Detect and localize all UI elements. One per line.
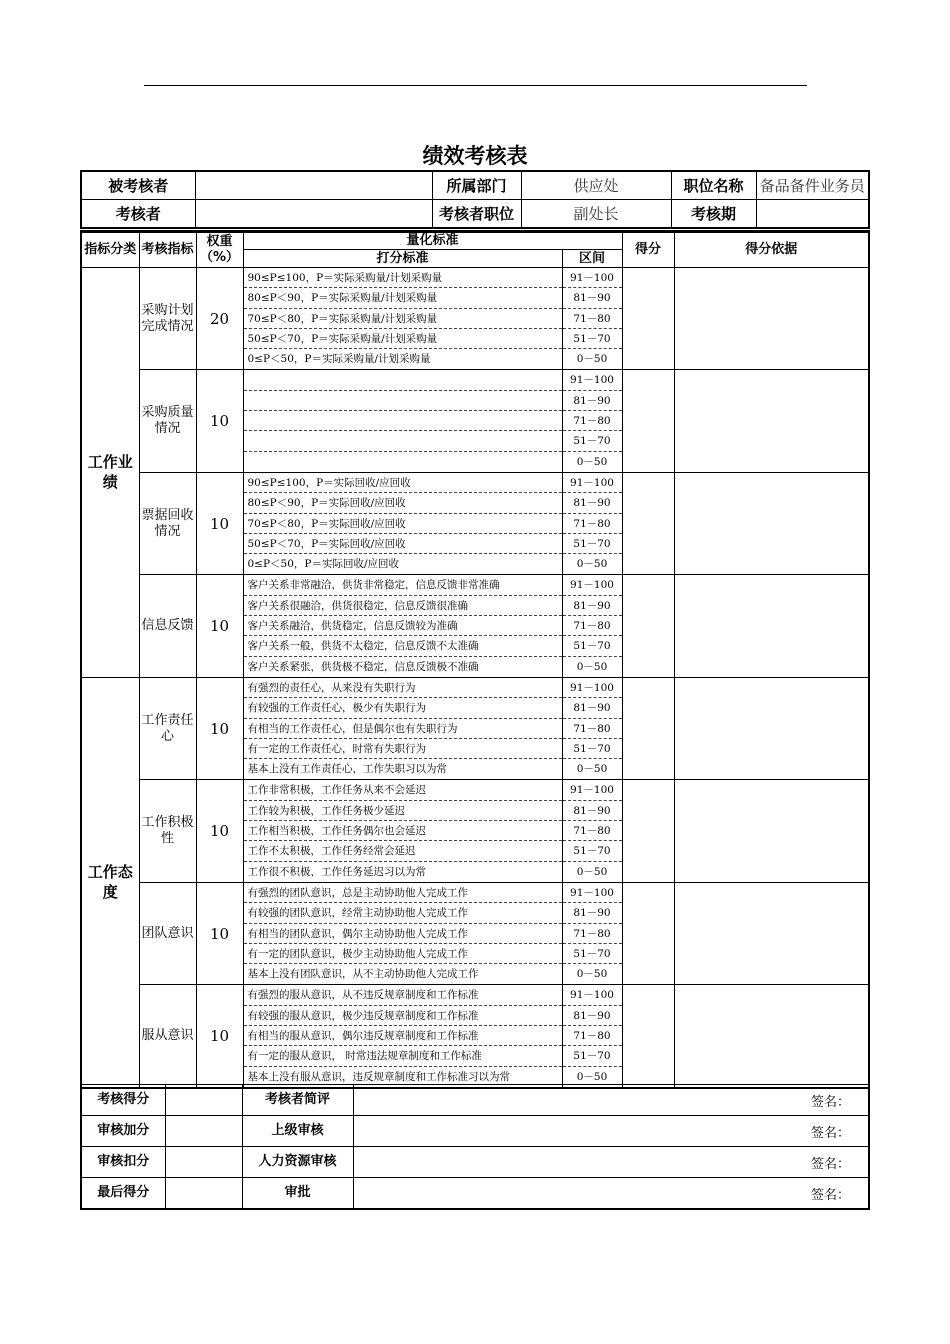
range-item: 71－80	[563, 616, 622, 636]
range-item: 51－70	[563, 841, 622, 861]
criteria-item: 客户关系融洽，供货稳定，信息反馈较为准确	[244, 616, 562, 636]
range-item: 51－70	[563, 534, 622, 554]
dept-value[interactable]: 供应处	[521, 171, 671, 200]
range-item: 91－100	[563, 370, 622, 390]
criteria-item: 有较强的团队意识，经常主动协助他人完成工作	[244, 903, 562, 923]
range-list	[562, 882, 622, 984]
criteria-item: 客户关系很融洽，供货很稳定，信息反馈很准确	[244, 596, 562, 616]
criteria-item: 70≤P＜80，P＝实际回收/应回收	[244, 514, 562, 534]
range-item: 91－100	[563, 985, 622, 1005]
dept-label: 所属部门	[432, 171, 521, 200]
footer-label: 审核加分	[81, 1116, 165, 1147]
basis-cell[interactable]	[674, 985, 869, 1088]
footer-label2: 人力资源审核	[242, 1147, 353, 1178]
score-cell[interactable]	[622, 575, 674, 677]
category-cell: 工作态度	[81, 677, 139, 1087]
criteria-item: 有较强的服从意识，极少违反规章制度和工作标准	[244, 1006, 562, 1026]
criteria-item: 有较强的工作责任心，极少有失职行为	[244, 698, 562, 718]
indicator-name: 采购计划完成情况	[139, 268, 196, 370]
range-item: 81－90	[563, 596, 622, 616]
range-item: 81－90	[563, 1006, 622, 1026]
range-item: 0－50	[576, 455, 608, 468]
criteria-item: 基本上没有团队意识，从不主动协助他人完成工作	[247, 968, 479, 981]
assessment-table	[80, 230, 870, 1089]
basis-cell[interactable]	[674, 780, 869, 882]
indicator-name: 采购质量情况	[139, 370, 196, 472]
range-item: 0－50	[576, 763, 608, 776]
score-cell[interactable]	[622, 268, 674, 370]
range-item: 81－90	[563, 493, 622, 513]
criteria-item: 有相当的团队意识，偶尔主动协助他人完成工作	[244, 924, 562, 944]
examinee-label: 被考核者	[81, 171, 195, 200]
indicator-name: 票据回收情况	[139, 472, 196, 574]
indicator-weight: 20	[196, 268, 243, 370]
criteria-item: 有强烈的服从意识，从不违反规章制度和工作标准	[244, 985, 562, 1005]
criteria-item: 0≤P＜50，P＝实际回收/应回收	[247, 558, 400, 571]
range-item: 71－80	[563, 1026, 622, 1046]
range-list	[562, 985, 622, 1088]
range-item: 51－70	[563, 636, 622, 656]
examiner-pos-label: 考核者职位	[432, 200, 521, 229]
range-item: 71－80	[563, 924, 622, 944]
position-value[interactable]: 备品备件业务员	[756, 171, 869, 200]
col-score: 得分	[622, 232, 674, 268]
range-item: 71－80	[563, 514, 622, 534]
footer-value[interactable]	[165, 1085, 242, 1116]
range-list	[562, 472, 622, 574]
criteria-item	[244, 391, 562, 411]
signature-cell[interactable]: 签名：	[353, 1147, 869, 1178]
range-item: 81－90	[563, 288, 622, 308]
range-item: 0－50	[576, 1070, 608, 1083]
criteria-item: 70≤P＜80，P＝实际采购量/计划采购量	[244, 309, 562, 329]
indicator-weight: 10	[196, 882, 243, 984]
examiner-label: 考核者	[81, 200, 195, 229]
criteria-list	[243, 370, 562, 472]
criteria-item: 50≤P＜70，P＝实际采购量/计划采购量	[244, 329, 562, 349]
criteria-item: 0≤P＜50，P＝实际采购量/计划采购量	[247, 353, 431, 366]
range-item: 51－70	[563, 1046, 622, 1066]
range-item: 81－90	[563, 391, 622, 411]
indicator-weight: 10	[196, 575, 243, 677]
range-item: 91－100	[563, 268, 622, 288]
basis-cell[interactable]	[674, 268, 869, 370]
signature-cell[interactable]: 签名：	[353, 1178, 869, 1210]
criteria-item: 有强烈的责任心，从来没有失职行为	[244, 678, 562, 698]
criteria-item: 50≤P＜70，P＝实际回收/应回收	[244, 534, 562, 554]
criteria-item	[244, 411, 562, 431]
period-label: 考核期	[671, 200, 756, 229]
basis-cell[interactable]	[674, 677, 869, 779]
range-list	[562, 677, 622, 779]
range-item: 81－90	[563, 698, 622, 718]
criteria-item: 基本上没有服从意识，违反规章制度和工作标准习以为常	[247, 1070, 510, 1083]
footer-label: 最后得分	[81, 1178, 165, 1210]
range-item: 91－100	[563, 780, 622, 800]
criteria-item: 80≤P＜90，P＝实际回收/应回收	[244, 493, 562, 513]
indicator-weight: 10	[196, 677, 243, 779]
range-item: 81－90	[563, 903, 622, 923]
footer-value[interactable]	[165, 1116, 242, 1147]
range-item: 91－100	[563, 883, 622, 903]
range-item: 0－50	[576, 558, 608, 571]
criteria-item: 工作较为积极，工作任务极少延迟	[244, 801, 562, 821]
range-list	[562, 268, 622, 370]
range-item: 0－50	[576, 660, 608, 673]
criteria-list	[243, 677, 562, 779]
indicator-name: 服从意识	[139, 985, 196, 1088]
header-rule	[144, 85, 807, 86]
range-item: 0－50	[576, 968, 608, 981]
footer-label2: 审批	[242, 1178, 353, 1210]
range-item: 91－100	[563, 678, 622, 698]
range-item: 51－70	[563, 739, 622, 759]
criteria-item: 有相当的服从意识，偶尔违反规章制度和工作标准	[244, 1026, 562, 1046]
basis-cell[interactable]	[674, 575, 869, 677]
criteria-item: 工作很不积极，工作任务延迟习以为常	[247, 865, 426, 878]
criteria-list	[243, 268, 562, 370]
criteria-list	[243, 985, 562, 1088]
range-item: 0－50	[576, 353, 608, 366]
criteria-item	[244, 431, 562, 451]
range-item: 71－80	[563, 719, 622, 739]
range-list	[562, 370, 622, 472]
col-quant: 量化标准	[243, 232, 622, 250]
range-item: 51－70	[563, 431, 622, 451]
basis-cell[interactable]	[674, 370, 869, 472]
range-list	[562, 575, 622, 677]
range-item: 71－80	[563, 411, 622, 431]
criteria-item: 工作不太积极，工作任务经常会延迟	[244, 841, 562, 861]
range-item: 91－100	[563, 473, 622, 493]
score-cell[interactable]	[622, 882, 674, 984]
info-table	[80, 170, 870, 229]
criteria-item	[244, 370, 562, 390]
category-cell: 工作业绩	[81, 268, 139, 678]
criteria-item: 客户关系一般，供货不太稳定，信息反馈不太准确	[244, 636, 562, 656]
indicator-weight: 10	[196, 985, 243, 1088]
col-indicator: 考核指标	[139, 232, 196, 268]
footer-value[interactable]	[165, 1178, 242, 1210]
criteria-list	[243, 780, 562, 882]
range-item: 71－80	[563, 309, 622, 329]
examinee-value[interactable]	[195, 171, 432, 200]
range-item: 81－90	[563, 801, 622, 821]
criteria-item: 基本上没有工作责任心，工作失职习以为常	[247, 763, 447, 776]
footer-label2: 考核者简评	[242, 1085, 353, 1116]
period-value[interactable]	[756, 200, 869, 229]
criteria-item: 有强烈的团队意识，总是主动协助他人完成工作	[244, 883, 562, 903]
col-range: 区间	[562, 250, 622, 268]
score-cell[interactable]	[622, 780, 674, 882]
position-label: 职位名称	[671, 171, 756, 200]
range-list	[562, 780, 622, 882]
range-item: 51－70	[563, 329, 622, 349]
criteria-list	[243, 472, 562, 574]
indicator-name: 工作责任心	[139, 677, 196, 779]
criteria-item: 工作非常积极，工作任务从来不会延迟	[244, 780, 562, 800]
page-title: 绩效考核表	[422, 143, 528, 168]
basis-cell[interactable]	[674, 882, 869, 984]
indicator-name: 团队意识	[139, 882, 196, 984]
signature-cell[interactable]: 签名：	[353, 1085, 869, 1116]
score-cell[interactable]	[622, 677, 674, 779]
col-weight: 权重（%）	[196, 232, 243, 268]
criteria-item: 有一定的工作责任心，时常有失职行为	[244, 739, 562, 759]
range-item: 91－100	[563, 575, 622, 595]
col-category: 指标分类	[81, 232, 139, 268]
range-item: 71－80	[563, 821, 622, 841]
criteria-list	[243, 882, 562, 984]
footer-label: 考核得分	[81, 1085, 165, 1116]
score-cell[interactable]	[622, 472, 674, 574]
examiner-pos-value[interactable]: 副处长	[521, 200, 671, 229]
footer-label: 审核扣分	[81, 1147, 165, 1178]
criteria-item: 90≤P≤100，P＝实际采购量/计划采购量	[244, 268, 562, 288]
score-cell[interactable]	[622, 985, 674, 1088]
criteria-item: 有相当的工作责任心，但是偶尔也有失职行为	[244, 719, 562, 739]
footer-value[interactable]	[165, 1147, 242, 1178]
criteria-item: 90≤P≤100，P＝实际回收/应回收	[244, 473, 562, 493]
basis-cell[interactable]	[674, 472, 869, 574]
col-scoring: 打分标准	[243, 250, 562, 268]
criteria-item: 工作相当积极，工作任务偶尔也会延迟	[244, 821, 562, 841]
indicator-name: 信息反馈	[139, 575, 196, 677]
indicator-weight: 10	[196, 780, 243, 882]
criteria-item: 80≤P＜90，P＝实际采购量/计划采购量	[244, 288, 562, 308]
footer-table	[80, 1084, 870, 1210]
footer-label2: 上级审核	[242, 1116, 353, 1147]
score-cell[interactable]	[622, 370, 674, 472]
range-item: 51－70	[563, 944, 622, 964]
col-basis: 得分依据	[674, 232, 869, 268]
examiner-value[interactable]	[195, 200, 432, 229]
indicator-weight: 10	[196, 472, 243, 574]
indicator-weight: 10	[196, 370, 243, 472]
criteria-item	[244, 452, 562, 472]
criteria-item: 客户关系非常融洽，供货非常稳定，信息反馈非常准确	[244, 575, 562, 595]
criteria-item: 有一定的服从意识， 时常违法规章制度和工作标准	[244, 1046, 562, 1066]
indicator-name: 工作积极性	[139, 780, 196, 882]
criteria-item: 客户关系紧张，供货极不稳定，信息反馈极不准确	[247, 660, 479, 673]
criteria-list	[243, 575, 562, 677]
criteria-item: 有一定的团队意识，极少主动协助他人完成工作	[244, 944, 562, 964]
range-item: 0－50	[576, 865, 608, 878]
signature-cell[interactable]: 签名：	[353, 1116, 869, 1147]
